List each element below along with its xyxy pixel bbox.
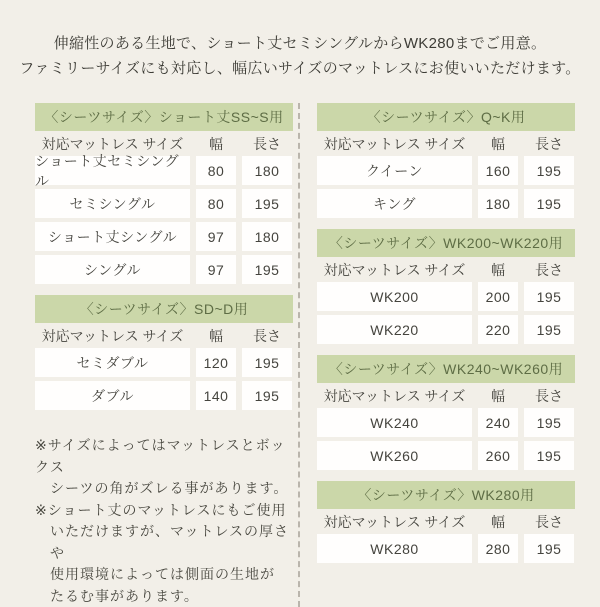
table-row — [317, 408, 575, 437]
table-wk200-wk220 — [317, 229, 575, 344]
column-header-width: 幅 — [196, 326, 236, 346]
cell-length: 195 — [242, 381, 292, 410]
cell-mattress-name: WK220 — [317, 315, 472, 344]
table-row — [35, 189, 293, 218]
table-row — [35, 348, 293, 377]
cell-mattress-name: セミシングル — [35, 189, 190, 218]
note-line: ※ショート丈のマットレスにもご使用 — [35, 500, 297, 522]
cell-length: 180 — [242, 156, 292, 185]
cell-mattress-name: WK260 — [317, 441, 472, 470]
cell-width: 200 — [478, 282, 518, 311]
column-header-width: 幅 — [478, 134, 518, 154]
table-row — [35, 381, 293, 410]
note-line: いただけますが、マットレスの厚さや — [35, 521, 297, 564]
cell-length: 195 — [524, 441, 574, 470]
column-header-length: 長さ — [242, 326, 292, 346]
table-wk280 — [317, 481, 575, 563]
table-row — [317, 189, 575, 218]
cell-mattress-name: シングル — [35, 255, 190, 284]
note-line: たるむ事があります。 — [35, 586, 297, 607]
table-row — [317, 534, 575, 563]
column-header-length: 長さ — [524, 386, 574, 406]
cell-width: 140 — [196, 381, 236, 410]
notes — [35, 435, 297, 607]
right-column — [317, 103, 575, 607]
column-header-width: 幅 — [478, 386, 518, 406]
cell-length: 195 — [242, 255, 292, 284]
cell-mattress-name: ダブル — [35, 381, 190, 410]
cell-mattress-name: クイーン — [317, 156, 472, 185]
table-column-headers — [35, 323, 293, 348]
column-header-mattress-size: 対応マットレス サイズ — [35, 326, 190, 346]
cell-width: 160 — [478, 156, 518, 185]
table-title: 〈シーツサイズ〉WK240~WK260用 — [317, 355, 575, 383]
cell-length: 195 — [524, 189, 574, 218]
column-header-mattress-size: 対応マットレス サイズ — [35, 134, 190, 154]
tables-area — [0, 103, 600, 607]
table-title: 〈シーツサイズ〉WK280用 — [317, 481, 575, 509]
table-short-ss-s — [35, 103, 293, 284]
cell-width: 97 — [196, 222, 236, 251]
note-item — [35, 500, 297, 607]
table-row — [317, 282, 575, 311]
cell-width: 80 — [196, 156, 236, 185]
table-row — [317, 441, 575, 470]
column-header-length: 長さ — [242, 134, 292, 154]
cell-width: 240 — [478, 408, 518, 437]
table-row — [35, 156, 293, 185]
cell-length: 195 — [242, 348, 292, 377]
cell-length: 195 — [524, 408, 574, 437]
column-header-length: 長さ — [524, 512, 574, 532]
column-header-mattress-size: 対応マットレス サイズ — [317, 260, 472, 280]
cell-length: 195 — [524, 534, 574, 563]
intro-text — [0, 0, 600, 81]
intro-line-2: ファミリーサイズにも対応し、幅広いサイズのマットレスにお使いいただけます。 — [0, 56, 600, 81]
table-row — [35, 222, 293, 251]
cell-width: 120 — [196, 348, 236, 377]
table-title: 〈シーツサイズ〉SD~D用 — [35, 295, 293, 323]
cell-width: 220 — [478, 315, 518, 344]
table-sd-d — [35, 295, 293, 410]
cell-width: 180 — [478, 189, 518, 218]
table-wk240-wk260 — [317, 355, 575, 470]
cell-width: 260 — [478, 441, 518, 470]
cell-length: 195 — [524, 315, 574, 344]
table-column-headers — [317, 257, 575, 282]
left-column — [35, 103, 293, 607]
table-title: 〈シーツサイズ〉ショート丈SS~S用 — [35, 103, 293, 131]
cell-mattress-name: キング — [317, 189, 472, 218]
intro-line-1: 伸縮性のある生地で、ショート丈セミシングルからWK280までご用意。 — [0, 31, 600, 56]
cell-length: 195 — [524, 282, 574, 311]
cell-length: 195 — [524, 156, 574, 185]
note-item — [35, 435, 297, 500]
column-header-mattress-size: 対応マットレス サイズ — [317, 386, 472, 406]
table-row — [317, 156, 575, 185]
column-header-width: 幅 — [196, 134, 236, 154]
cell-mattress-name: WK280 — [317, 534, 472, 563]
column-divider — [298, 103, 300, 607]
note-line: シーツの角がズレる事があります。 — [35, 478, 297, 500]
cell-width: 280 — [478, 534, 518, 563]
table-column-headers — [317, 131, 575, 156]
column-header-mattress-size: 対応マットレス サイズ — [317, 512, 472, 532]
column-header-length: 長さ — [524, 134, 574, 154]
cell-length: 195 — [242, 189, 292, 218]
cell-width: 80 — [196, 189, 236, 218]
cell-mattress-name: ショート丈シングル — [35, 222, 190, 251]
table-row — [35, 255, 293, 284]
cell-length: 180 — [242, 222, 292, 251]
column-header-mattress-size: 対応マットレス サイズ — [317, 134, 472, 154]
note-line: 使用環境によっては側面の生地が — [35, 564, 297, 586]
table-title: 〈シーツサイズ〉WK200~WK220用 — [317, 229, 575, 257]
note-line: ※サイズによってはマットレスとボックス — [35, 435, 297, 478]
table-column-headers — [317, 383, 575, 408]
table-column-headers — [317, 509, 575, 534]
table-row — [317, 315, 575, 344]
cell-mattress-name: セミダブル — [35, 348, 190, 377]
cell-mattress-name: ショート丈セミシングル — [35, 156, 190, 185]
column-header-width: 幅 — [478, 260, 518, 280]
table-title: 〈シーツサイズ〉Q~K用 — [317, 103, 575, 131]
cell-mattress-name: WK200 — [317, 282, 472, 311]
table-q-k — [317, 103, 575, 218]
cell-width: 97 — [196, 255, 236, 284]
column-header-width: 幅 — [478, 512, 518, 532]
cell-mattress-name: WK240 — [317, 408, 472, 437]
column-header-length: 長さ — [524, 260, 574, 280]
